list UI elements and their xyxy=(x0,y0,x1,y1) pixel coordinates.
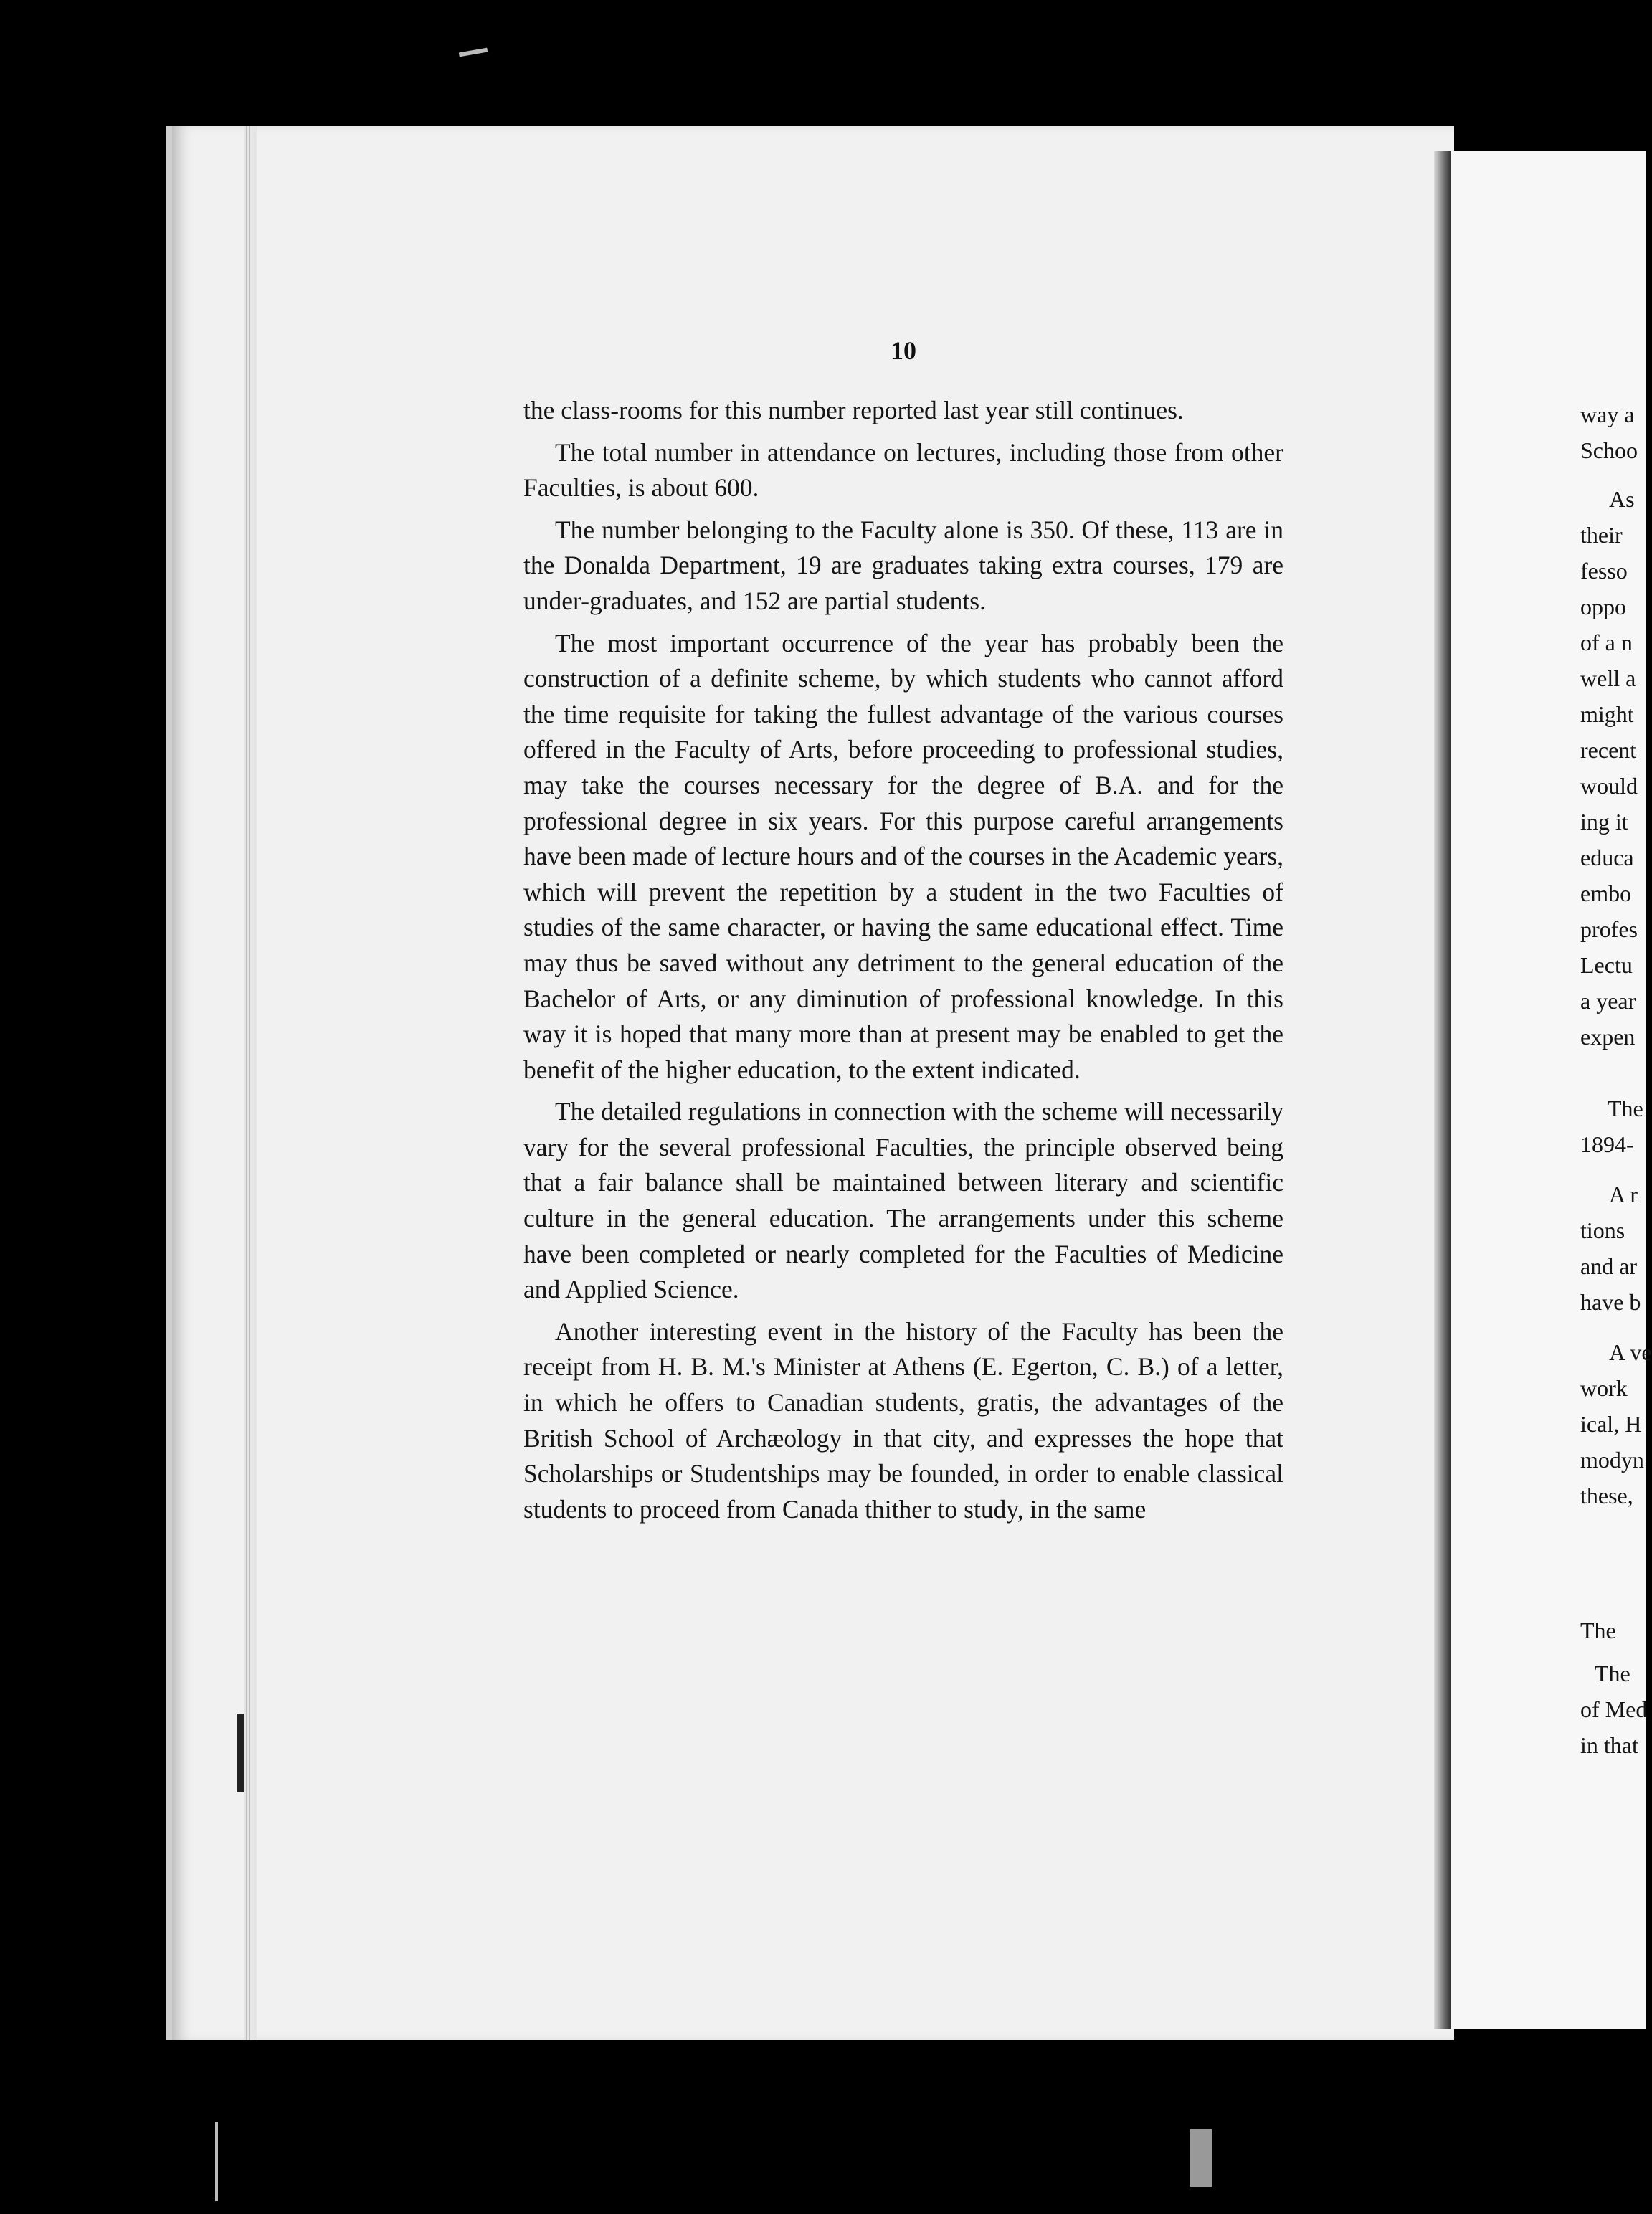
right-page-line: educa xyxy=(1580,845,1634,870)
right-page-line: ing it xyxy=(1580,809,1628,835)
book-gutter xyxy=(1434,151,1451,2029)
right-page-line: profes xyxy=(1580,916,1638,942)
right-page-line: The xyxy=(1608,1096,1643,1121)
right-page-line: have b xyxy=(1580,1289,1641,1315)
page-number: 10 xyxy=(891,336,916,365)
right-page-line: The xyxy=(1595,1660,1630,1686)
right-page-line: a year xyxy=(1580,988,1636,1014)
right-page-line: in that xyxy=(1580,1732,1638,1758)
right-page-line: 1894- xyxy=(1580,1131,1634,1157)
right-page-line: A r xyxy=(1609,1182,1638,1207)
paragraph: The most important occurrence of the year has probably been the construction of a definite scheme, by which students who cannot afford the time requisite for taking the fullest advantage of the various courses offered in the Faculty of Arts, before proceeding to professional studies, may take the courses necessary for the degree of B.A. and for the professional degree in six years. For this purpose careful arrangements have been made of lecture hours and of the courses in the Academic years, which will prevent the repetition by a student in the two Faculties of studies of the same character, or having the same educational effect. Time may thus be saved without any detriment to the general education of the Bachelor of Arts, or any diminution of professional knowledge. In this way it is hoped that many more than at present may be enabled to get the benefit of the higher education, to the extent indicated. xyxy=(523,628,1283,1084)
right-page-line: A ve xyxy=(1609,1339,1652,1365)
right-page-line: Lectu xyxy=(1580,952,1633,978)
scan-speck xyxy=(1190,2129,1212,2187)
right-page-line: tions xyxy=(1580,1217,1625,1243)
paragraph: Another interesting event in the history of the Faculty has been the receipt from H. B. M.'s Minister at Athens (E. Egerton, C. B.) of a letter, in which he offers to Canadian students, gratis, the advantages of the British School of Archæology in that city, and expresses the hope that Scholarships or Studentships may be founded, in order to enable classical students to proceed from Canada thither to study, in the same xyxy=(523,1316,1283,1524)
right-page-line: The xyxy=(1580,1617,1616,1643)
right-page-line: expen xyxy=(1580,1024,1636,1050)
right-page-line: work xyxy=(1580,1375,1628,1401)
body-text xyxy=(523,393,1283,1534)
right-page-line: their xyxy=(1580,522,1623,548)
right-page-line: embo xyxy=(1580,880,1632,906)
right-page-line: would xyxy=(1580,773,1638,799)
right-page-line: might xyxy=(1580,701,1634,727)
paragraph: The detailed regulations in connection with the scheme will necessarily vary for the several professional Faculties, the principle observed being that a fair balance shall be maintained between literary and scientific culture in the general education. The arrangements under this scheme have been completed or nearly completed for the Faculties of Medicine and Applied Science. xyxy=(523,1097,1283,1304)
page-edges xyxy=(244,126,257,2040)
right-page-line: recent xyxy=(1580,737,1637,763)
right-page-line: of Med xyxy=(1580,1696,1648,1722)
right-page-line: fesso xyxy=(1580,558,1628,584)
right-page-line: Schoo xyxy=(1580,437,1638,463)
right-page xyxy=(1451,151,1652,2029)
scan-shadow-mark xyxy=(237,1714,244,1792)
paragraph: The number belonging to the Faculty alone is 350. Of these, 113 are in the Donalda Department, 19 are graduates taking extra courses, 179 are under-graduates, and 152 are partial students. xyxy=(523,515,1283,615)
right-page-line: way a xyxy=(1580,402,1635,427)
paragraph: the class-rooms for this number reported last year still continues. xyxy=(523,396,1184,424)
scan-speck xyxy=(215,2122,218,2201)
paragraph: The total number in attendance on lectures, including those from other Faculties, is about 600. xyxy=(523,437,1283,503)
scan-speck xyxy=(459,48,488,57)
right-page-line: oppo xyxy=(1580,594,1626,619)
right-page-line: modyn xyxy=(1580,1447,1644,1473)
right-page-line: ical, H xyxy=(1580,1411,1642,1437)
right-page-line: well a xyxy=(1580,665,1636,691)
right-page-line: and ar xyxy=(1580,1253,1638,1279)
right-page-line: As xyxy=(1609,486,1635,512)
right-page-line: these, xyxy=(1580,1483,1633,1509)
right-page-line: of a n xyxy=(1580,629,1633,655)
